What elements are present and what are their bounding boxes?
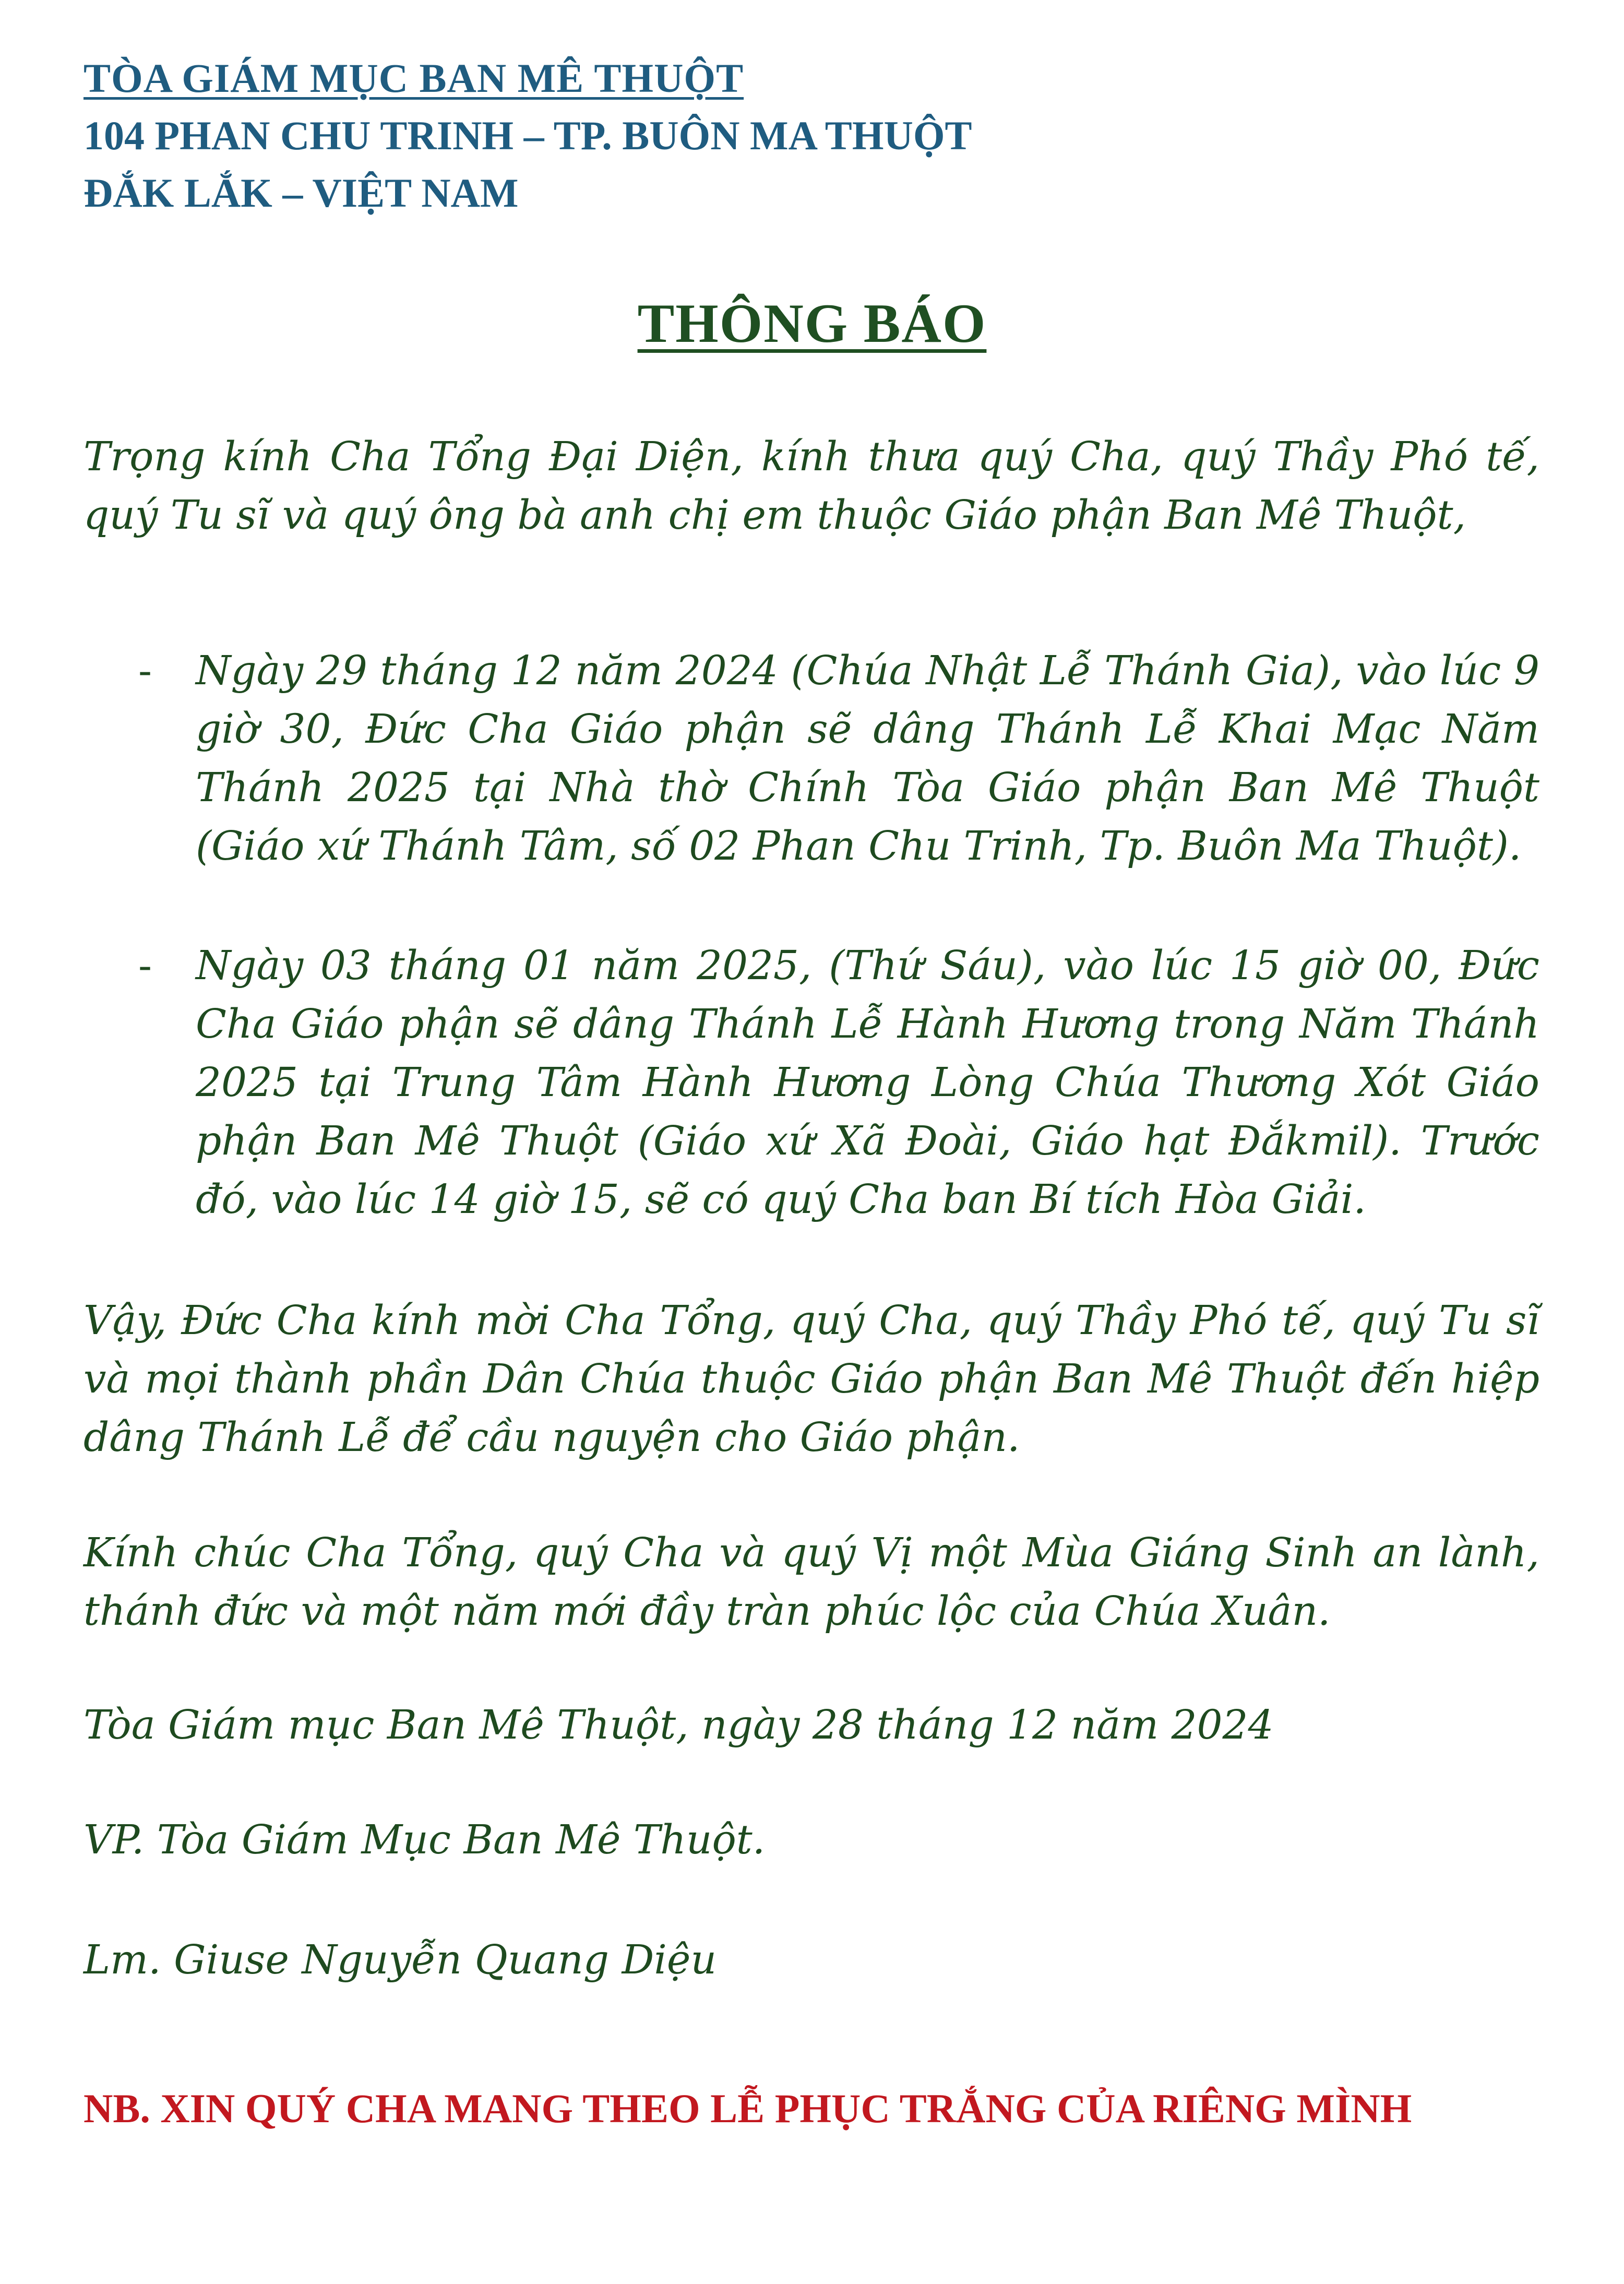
- note-banner: NB. XIN QUÝ CHA MANG THEO LỄ PHỤC TRẮNG CỦA RIÊNG MÌNH: [83, 2086, 1412, 2131]
- list-item-marker: -: [138, 648, 152, 694]
- office-line: VP. Tòa Giám Mục Ban Mê Thuột.: [83, 1817, 766, 1863]
- letterhead: [83, 50, 972, 222]
- list-item-text: Ngày 29 tháng 12 năm 2024 (Chúa Nhật Lễ Thánh Gia), vào lúc 9 giờ 30, Đức Cha Giáo phận sẽ dâng Thánh Lễ Khai Mạc Năm Thánh 2025 tại Nhà thờ Chính Tòa Giáo phận Ban Mê Thuột (Giáo xứ Thánh Tâm, số 02 Phan Chu Trinh, Tp. Buôn Ma Thuột).: [196, 648, 1539, 870]
- letterhead-region: ĐẮK LẮK – VIỆT NAM: [83, 170, 519, 216]
- list-item-text: Ngày 03 tháng 01 năm 2025, (Thứ Sáu), vào lúc 15 giờ 00, Đức Cha Giáo phận sẽ dâng Thánh Lễ Hành Hương trong Năm Thánh 2025 tại Trung Tâm Hành Hương Lòng Chúa Thương Xót Giáo phận Ban Mê Thuột (Giáo xứ Xã Đoài, Giáo hạt Đắkmil). Trước đó, vào lúc 14 giờ 15, sẽ có quý Cha ban Bí tích Hòa Giải.: [196, 943, 1539, 1223]
- letterhead-org-name: TÒA GIÁM MỤC BAN MÊ THUỘT: [83, 55, 744, 101]
- signatory-name: Lm. Giuse Nguyễn Quang Diệu: [83, 1937, 717, 1983]
- page-title-text: THÔNG BÁO: [637, 293, 987, 354]
- date-line: Tòa Giám mục Ban Mê Thuột, ngày 28 tháng 12 năm 2024: [83, 1702, 1274, 1748]
- list-item-marker: -: [138, 943, 152, 989]
- wishes-paragraph: Kính chúc Cha Tổng, quý Cha và quý Vị một Mùa Giáng Sinh an lành, thánh đức và một năm mới đầy tràn phúc lộc của Chúa Xuân.: [83, 1530, 1539, 1635]
- greeting-paragraph: Trọng kính Cha Tổng Đại Diện, kính thưa quý Cha, quý Thầy Phó tế, quý Tu sĩ và quý ông bà anh chị em thuộc Giáo phận Ban Mê Thuột,: [83, 434, 1539, 539]
- invitation-paragraph: Vậy, Đức Cha kính mời Cha Tổng, quý Cha, quý Thầy Phó tế, quý Tu sĩ và mọi thành phần Dân Chúa thuộc Giáo phận Ban Mê Thuột đến hiệp dâng Thánh Lễ để cầu nguyện cho Giáo phận.: [83, 1298, 1539, 1461]
- page-title: [0, 290, 1624, 358]
- letterhead-address: 104 PHAN CHU TRINH – TP. BUÔN MA THUỘT: [83, 113, 972, 158]
